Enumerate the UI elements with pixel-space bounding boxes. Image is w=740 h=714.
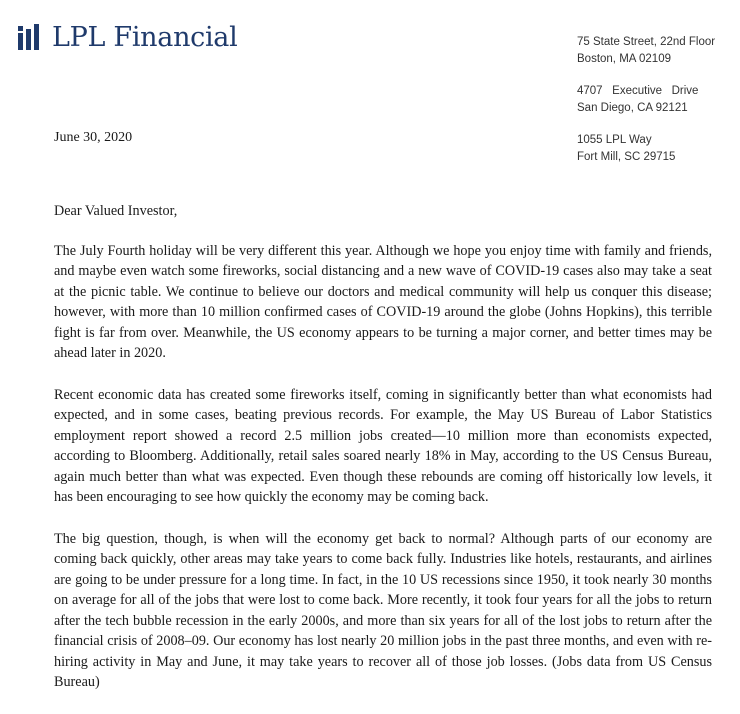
address-boston [577, 34, 715, 68]
address-line: 1055 LPL Way [577, 134, 652, 146]
paragraph: The July Fourth holiday will be very different this year. Although we hope you enjoy time with family and friends, and maybe even watch some fireworks, social distancing and a new wave of COVID-19 cases also may take a seat at the picnic table. We continue to believe our doctors and medical community will help us conquer this disease; however, with more than 10 million confirmed cases of COVID-19 around the globe (Johns Hopkins), this terrible fight is far from over. Meanwhile, the US economy appears to be turning a major corner, and better times may be ahead later in 2020. [54, 242, 712, 361]
address-san-diego [577, 83, 715, 117]
address-line: 75 State Street, 22nd Floor [577, 36, 716, 48]
address-fort-mill [577, 132, 715, 166]
salutation: Dear Valued Investor, [54, 203, 178, 219]
address-line: San Diego, CA 92121 [577, 102, 688, 114]
paragraph: Recent economic data has created some fireworks itself, coming in significantly better than what economists had expected, and in some cases, beating previous records. For example, the May US Bureau of Labor Statistics employment report showed a record 2.5 million jobs created—10 million more than economists expected, according to Bloomberg. Additionally, retail sales soared nearly 18% in May, according to the US Census Bureau, again much better than what was expected. Even though these rebounds are coming off historically low levels, it has been encouraging to see how quickly the economy may be coming back. [54, 386, 712, 505]
lpl-logo [18, 22, 237, 53]
address-line: Boston, MA 02109 [577, 53, 671, 65]
lpl-logo-icon [18, 24, 44, 52]
brand-name: LPL Financial [52, 22, 238, 53]
letter-date: June 30, 2020 [54, 130, 133, 145]
address-line: 4707 Executive Drive [577, 85, 699, 97]
address-line: Fort Mill, SC 29715 [577, 151, 676, 163]
office-addresses [577, 34, 715, 181]
paragraph: The big question, though, is when will the economy get back to normal? Although parts of our economy are coming back quickly, other areas may take years to come back fully. Industries like hotels, restaurants, and airlines are going to be under pressure for a long time. In fact, in the 10 US recessions since 1950, it took nearly 30 months on average for all of the jobs that were lost to come back. More recently, it took four years for all the jobs to return after the tech bubble recession in the early 2000s, and more than six years for all of the lost jobs to return after the financial crisis of 2008–09. Our economy has lost nearly 20 million jobs in the past three months, and even with re-hiring activity in May and June, it may take years to recover all of those job losses. (Jobs data from US Census Bureau) [54, 530, 712, 690]
letter-body [54, 201, 712, 714]
